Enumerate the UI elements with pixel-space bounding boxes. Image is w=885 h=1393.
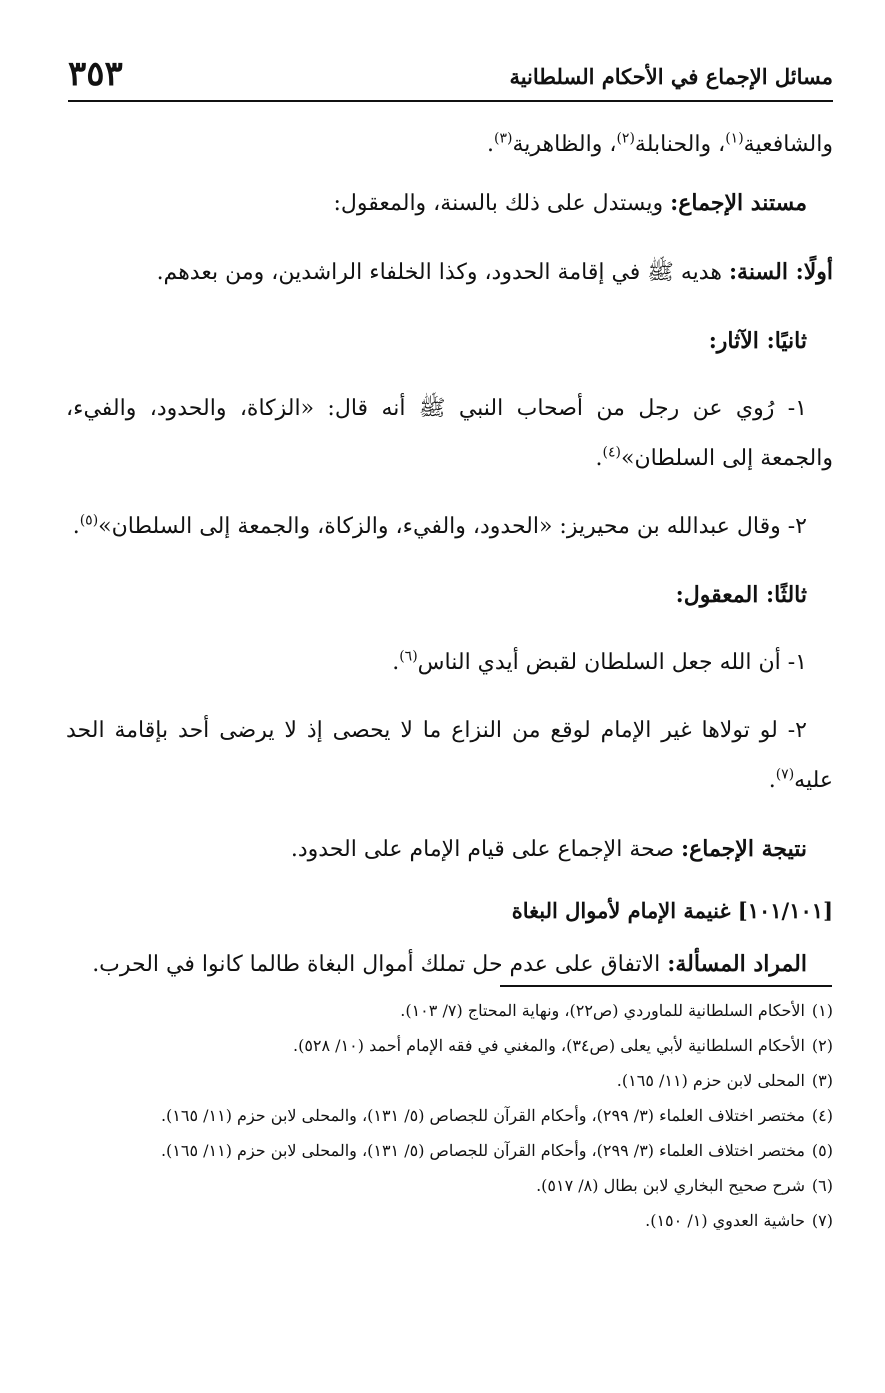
result-text: صحة الإجماع على قيام الإمام على الحدود. <box>290 837 675 862</box>
footnote-text: مختصر اختلاف العلماء (٣/ ٢٩٩)، وأحكام القرآن للجصاص (٥/ ١٣١)، والمحلى لابن حزم (١١/ ١٦٥). <box>160 1106 805 1125</box>
basis-paragraph <box>66 178 833 229</box>
footnote-text: شرح صحيح البخاري لابن بطال (٨/ ٥١٧). <box>536 1176 805 1195</box>
intended-paragraph <box>66 939 833 990</box>
main-text <box>66 120 833 1008</box>
basis-text: ويستدل على ذلك بالسنة، والمعقول: <box>333 191 664 216</box>
footnote-number: (٤) <box>811 1106 833 1125</box>
footnote-marker-4: (٤) <box>602 444 621 461</box>
footnote-3 <box>66 1066 833 1096</box>
footnote-marker-6: (٦) <box>399 648 418 665</box>
intended-text: الاتفاق على عدم حل تملك أموال البغاة طالما كانوا في الحرب. <box>92 952 661 977</box>
footnote-1 <box>66 996 833 1026</box>
reason-item-2 <box>66 706 833 806</box>
reason-item-1 <box>66 638 833 688</box>
footnote-number: (١) <box>811 1001 833 1020</box>
result-paragraph <box>66 824 833 875</box>
footnote-marker-2: (٢) <box>616 130 635 147</box>
footnote-number: (٣) <box>811 1071 833 1090</box>
athar-2-end: . <box>72 514 80 539</box>
athar-2-text: ٢- وقال عبدالله بن محيريز: «الحدود، والفيء، والزكاة، والجمعة إلى السلطان» <box>98 514 807 539</box>
footnote-marker-3: (٣) <box>494 130 513 147</box>
footnote-number: (٧) <box>811 1211 833 1230</box>
footnote-number: (٦) <box>811 1176 833 1195</box>
first-proof-label: أولًا: السنة: <box>728 259 833 285</box>
running-title: مسائل الإجماع في الأحكام السلطانية <box>509 64 833 89</box>
footnote-marker-1: (١) <box>725 130 744 147</box>
reason-1-end: . <box>392 650 400 675</box>
footnotes <box>66 996 833 1241</box>
reason-2-text: ٢- لو تولاها غير الإمام لوقع من النزاع ما لا يحصى إذ لا يرضى أحد بإقامة الحد عليه <box>66 718 833 793</box>
footnote-text: الأحكام السلطانية للماوردي (ص٢٢)، ونهاية المحتاج (٧/ ١٠٣). <box>400 1001 805 1020</box>
footnote-text: حاشية العدوي (١/ ١٥٠). <box>645 1211 805 1230</box>
footnote-5 <box>66 1136 833 1166</box>
intended-label: المراد المسألة: <box>667 951 807 977</box>
footnote-text: الأحكام السلطانية لأبي يعلى (ص٣٤)، والمغني في فقه الإمام أحمد (١٠/ ٥٢٨). <box>292 1036 805 1055</box>
footnote-6 <box>66 1171 833 1201</box>
first-proof-text: هديه ﷺ في إقامة الحدود، وكذا الخلفاء الراشدين، ومن بعدهم. <box>156 260 722 285</box>
opening-paragraph <box>66 120 833 170</box>
reason-1-text: ١- أن الله جعل السلطان لقبض أيدي الناس <box>417 650 807 675</box>
footnote-7 <box>66 1206 833 1236</box>
footnote-text: مختصر اختلاف العلماء (٣/ ٢٩٩)، وأحكام القرآن للجصاص (٥/ ١٣١)، والمحلى لابن حزم (١١/ ١٦٥). <box>160 1141 805 1160</box>
footnote-marker-7: (٧) <box>775 766 795 783</box>
footnote-2 <box>66 1031 833 1061</box>
footnote-text: المحلى لابن حزم (١١/ ١٦٥). <box>616 1071 805 1090</box>
opening-text-2: ، والحنابلة <box>634 132 726 157</box>
footnote-marker-5: (٥) <box>79 512 99 529</box>
header-rule <box>68 100 833 102</box>
section-number: [١٠١/١٠١] <box>737 898 833 923</box>
section-heading <box>66 893 833 929</box>
first-proof-paragraph <box>66 247 833 298</box>
athar-1-end: . <box>595 446 603 471</box>
footnote-number: (٥) <box>811 1141 833 1160</box>
opening-text-3: ، والظاهرية <box>512 132 617 157</box>
athar-item-1 <box>66 384 833 484</box>
section-title: غنيمة الإمام لأموال البغاة <box>511 898 731 923</box>
athar-item-2 <box>66 502 833 552</box>
page-header <box>68 56 833 102</box>
footnote-number: (٢) <box>811 1036 833 1055</box>
footnote-rule <box>500 985 832 987</box>
opening-text: والشافعية <box>743 132 833 157</box>
result-label: نتيجة الإجماع: <box>681 836 807 862</box>
basis-label: مستند الإجماع: <box>670 190 807 216</box>
reason-2-end: . <box>768 768 776 793</box>
page-number: ٣٥٣ <box>68 54 123 94</box>
second-heading: ثانيًا: الآثار: <box>708 328 807 354</box>
footnote-4 <box>66 1101 833 1131</box>
athar-1-text: ١- رُوي عن رجل من أصحاب النبي ﷺ أنه قال: «الزكاة، والحدود، والفيء، والجمعة إلى السلطان» <box>66 396 833 471</box>
opening-end: . <box>487 132 495 157</box>
third-heading: ثالثًا: المعقول: <box>675 582 807 608</box>
